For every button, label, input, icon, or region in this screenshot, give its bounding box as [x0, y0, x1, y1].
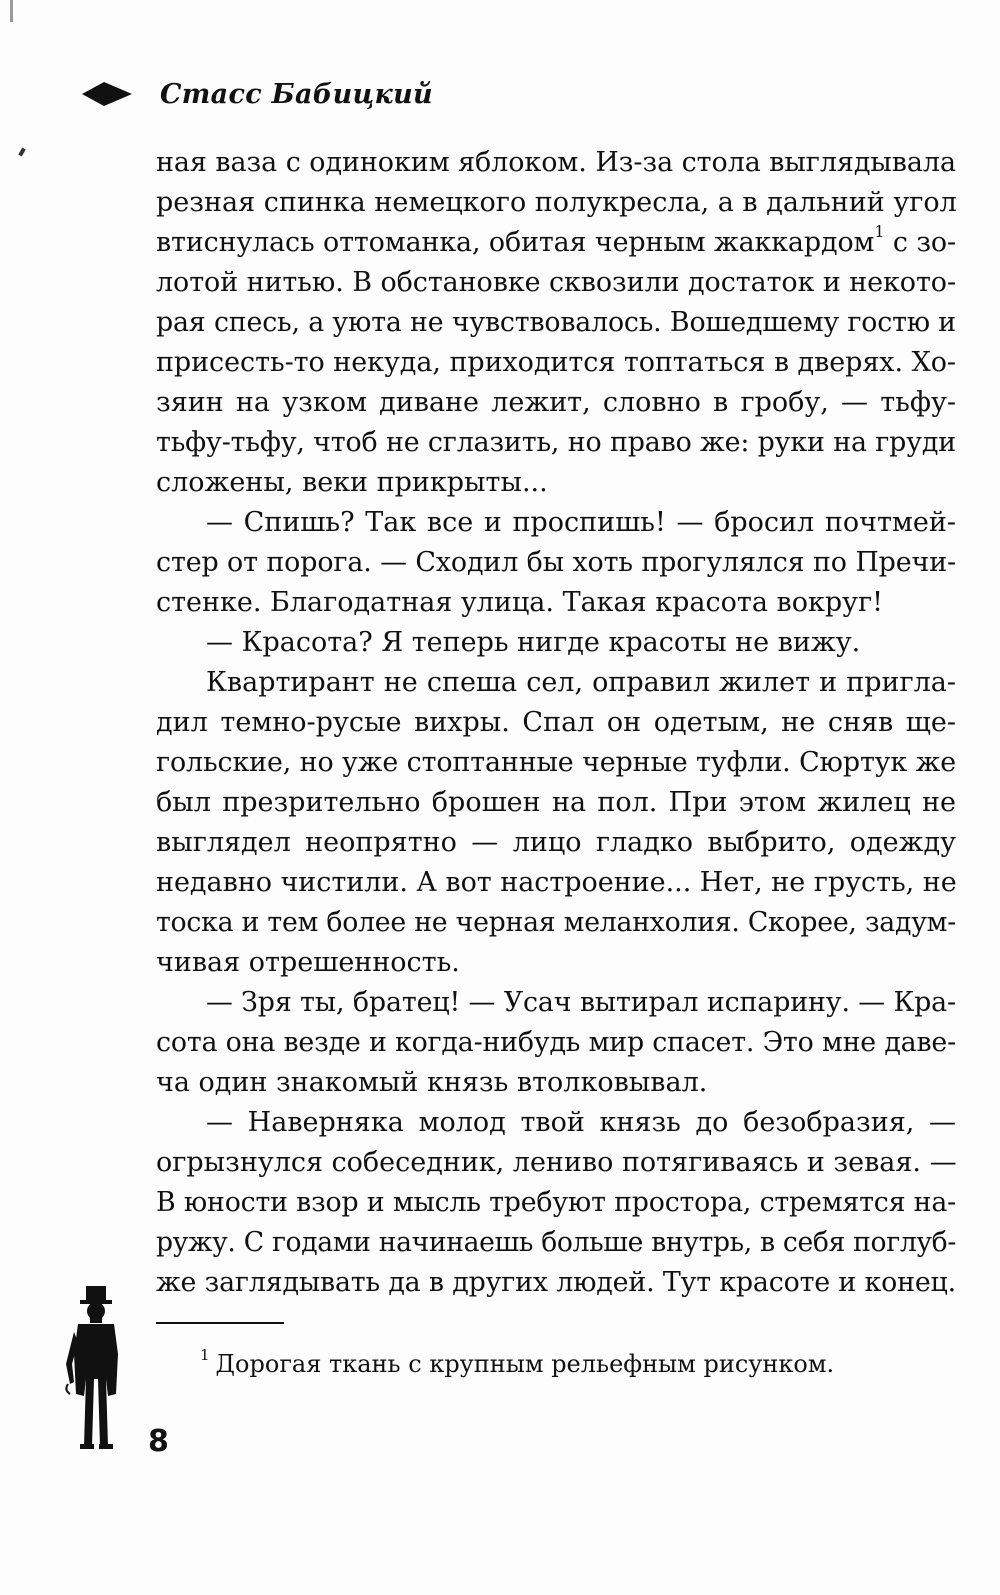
page-number: 8	[148, 1424, 169, 1459]
footnote-text: Дорогая ткань с крупным рельефным рисунком.	[215, 1350, 835, 1378]
text-line	[156, 183, 956, 223]
text-line-content: резная спинка немецкого полукресла, а в дальний угол	[156, 187, 957, 218]
text-line	[156, 583, 956, 623]
text-line	[156, 423, 956, 463]
text-line	[156, 943, 956, 983]
text-line	[156, 143, 956, 183]
text-line	[156, 1103, 956, 1143]
text-line-content: В юности взор и мысль требуют простора, стремятся на-	[156, 1187, 956, 1218]
text-line-content: сложены, веки прикрыты...	[156, 467, 548, 498]
gentleman-top-hat-silhouette-icon	[62, 1284, 132, 1454]
author-name: Стасс Бабицкий	[160, 78, 433, 110]
text-line	[156, 903, 956, 943]
text-line	[156, 543, 956, 583]
text-line	[156, 863, 956, 903]
text-line-content: тоска и тем более не черная меланхолия. Скорее, задум-	[156, 907, 956, 938]
text-line-content: сота она везде и когда-нибудь мир спасет. Это мне даве-	[156, 1027, 956, 1058]
text-line	[156, 783, 956, 823]
text-line	[156, 1063, 956, 1103]
text-line	[156, 1023, 956, 1063]
text-line-content: — Спишь? Так все и проспишь! — бросил почтмей-	[206, 507, 956, 538]
text-line	[156, 823, 956, 863]
text-line	[156, 463, 956, 503]
text-line-content: огрызнулся собеседник, лениво потягиваясь и зевая. —	[156, 1147, 957, 1178]
text-line	[156, 343, 956, 383]
text-line	[156, 703, 956, 743]
text-line	[156, 303, 956, 343]
text-line-continuation: с зо-	[884, 227, 956, 258]
diamond-icon	[82, 79, 132, 109]
text-line	[156, 263, 956, 303]
text-line-content: тьфу-тьфу, чтоб не сглазить, но право же: руки на груди	[156, 427, 956, 458]
text-line-content: лотой нитью. В обстановке сквозили достаток и некото-	[156, 267, 956, 298]
text-line-content: зяин на узком диване лежит, словно в гробу, — тьфу-	[156, 387, 956, 418]
scan-speck	[18, 148, 25, 157]
text-line	[156, 743, 956, 783]
text-line-content: втиснулась оттоманка, обитая черным жаккардом	[156, 227, 875, 258]
text-line-content: ча один знакомый князь втолковывал.	[156, 1067, 708, 1098]
text-line-content: ная ваза с одиноким яблоком. Из-за стола выглядывала	[156, 147, 956, 178]
text-line-content: — Зря ты, братец! — Усач вытирал испарину. — Кра-	[206, 987, 956, 1018]
footnote-divider	[156, 1322, 284, 1324]
running-header	[82, 70, 433, 118]
text-line-content: дил темно-русые вихры. Спал он одетым, не сняв ще-	[156, 707, 956, 738]
text-line-content: — Красота? Я теперь нигде красоты не вижу.	[206, 627, 861, 658]
text-line-content: был презрительно брошен на пол. При этом жилец не	[156, 787, 956, 818]
text-line-content: присесть-то некуда, приходится топтаться в дверях. Хо-	[156, 347, 956, 378]
text-line	[156, 383, 956, 423]
text-line	[156, 623, 956, 663]
text-line	[156, 1263, 956, 1303]
text-line-content: ружу. С годами начинаешь больше внутрь, в себя поглуб-	[156, 1227, 956, 1258]
text-line	[156, 503, 956, 543]
text-line-content: Квартирант не спеша сел, оправил жилет и пригла-	[206, 667, 956, 698]
body-text	[156, 143, 956, 1303]
scan-edge-mark	[10, 0, 13, 22]
text-line-content: недавно чистили. А вот настроение... Нет, не грусть, не	[156, 867, 957, 898]
text-line	[156, 1223, 956, 1263]
text-line-content: чивая отрешенность.	[156, 947, 460, 978]
text-line	[156, 223, 956, 263]
footnote	[200, 1340, 834, 1382]
text-line-content: стенке. Благодатная улица. Такая красота вокруг!	[156, 587, 884, 618]
text-line	[156, 983, 956, 1023]
text-line	[156, 1143, 956, 1183]
text-line	[156, 1183, 956, 1223]
text-line-content: гольские, но уже стоптанные черные туфли. Сюртук же	[156, 747, 956, 778]
text-line	[156, 663, 956, 703]
text-line-content: же заглядывать да в других людей. Тут красоте и конец.	[156, 1267, 956, 1298]
text-line-content: стер от порога. — Сходил бы хоть прогулялся по Пречи-	[156, 547, 956, 578]
text-line-content: — Наверняка молод твой князь до безобразия, —	[206, 1107, 956, 1138]
text-line-content: рая спесь, а уюта не чувствовалось. Вошедшему гостю и	[156, 307, 956, 338]
footnote-marker: 1	[200, 1346, 210, 1364]
text-line-content: выглядел неопрятно — лицо гладко выбрито, одежду	[156, 827, 956, 858]
footnote-reference[interactable]: 1	[874, 222, 885, 242]
